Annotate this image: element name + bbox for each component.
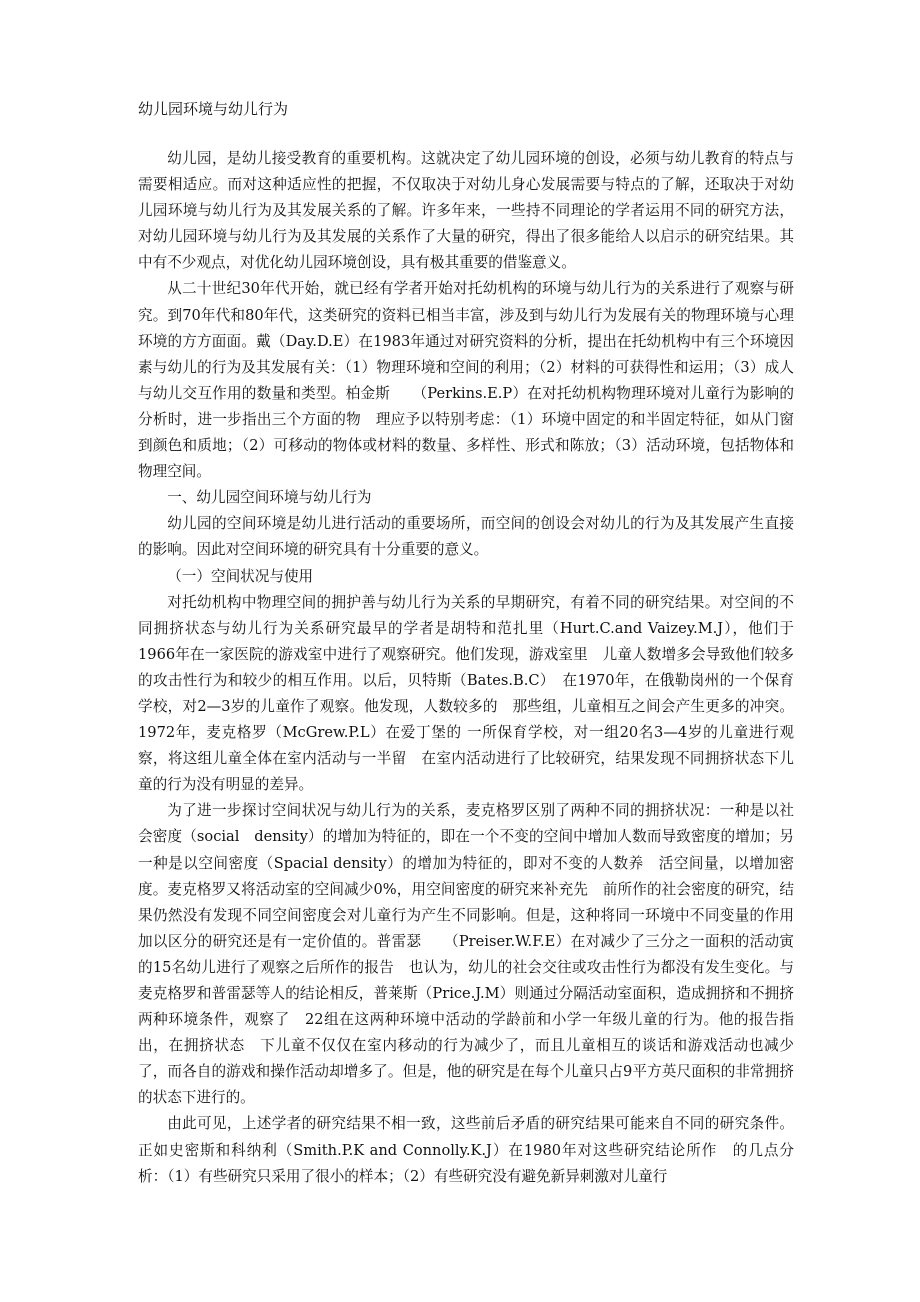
paragraph-space-importance: 幼儿园的空间环境是幼儿进行活动的重要场所，而空间的创设会对幼儿的行为及其发展产生直接的影响。因此对空间环境的研究具有十分重要的意义。 (138, 515, 794, 559)
section-heading: 一、幼儿园空间环境与幼儿行为 (167, 489, 372, 507)
document-title: 幼儿园环境与幼儿行为 (138, 100, 289, 118)
subsection-heading: （一）空间状况与使用 (167, 567, 314, 585)
document-body (138, 146, 794, 1190)
paragraph-density-research: 为了进一步探讨空间状况与幼儿行为的关系，麦克格罗区别了两种不同的拥挤状况：一种是以社会密度（social density）的增加为特征的，即在一个不变的空间中增加人数而导致密度的增加；另一种是以空间密度（Spacial density）的增加为特征的，即对不变的人数养 活空间量，以增加密度。麦克格罗又将活动室的空间减少0%，用空间密度的研究来补充先 前所作的社会密度的研究，结果仍然没有发现不同空间密度会对儿童行为产生不同影响。但是，这种将同一环境中不同变量的作用加以区分的研究还是有一定价值的。普雷瑟 （Preiser.W.F.E）在对减少了三分之一面积的活动寅的15名幼儿进行了观察之后所作的报告 也认为，幼儿的社会交往或攻击性行为都没有发生变化。与麦克格罗和普雷瑟等人的结论相反，普莱斯（Price.J.M）则通过分隔活动室面积，造成拥挤和不拥挤两种环境条件，观察了 22组在这两种环境中活动的学龄前和小学一年级儿童的行为。他的报告指出，在拥挤状态 下儿童不仅仅在室内移动的行为减少了，而且儿童相互的谈话和游戏活动也减少了，而各自的游戏和操作活动却增多了。但是，他的研究是在每个儿童只占9平方英尺面积的非常拥挤的状态下进行的。 (138, 802, 794, 1107)
paragraph-conclusion: 由此可见，上述学者的研究结果不相一致，这些前后矛盾的研究结果可能来自不同的研究条件。正如史密斯和科纳利（Smith.P.K and Connolly.K.J）在1980年对这些研究结论所作 的几点分析：（1）有些研究只采用了很小的样本；（2）有些研究没有避免新异刺激对儿童行 (138, 1115, 794, 1185)
paragraph-history: 从二十世纪30年代开始，就已经有学者开始对托幼机构的环境与幼儿行为的关系进行了观察与研究。到70年代和80年代，这类研究的资料已相当丰富，涉及到与幼儿行为发展有关的物理环境与心理环境的方方面面。戴（Day.D.E）在1983年通过对研究资料的分析，提出在托幼机构中有三个环境因素与幼儿的行为及其发展有关：（1）物理环境和空间的利用；（2）材料的可获得性和运用；（3）成人与幼儿交互作用的数量和类型。柏金斯 （Perkins.E.P）在对托幼机构物理环境对儿童行为影响的分析时，进一步指出三个方面的物 理应予以特别考虑：（1）环境中固定的和半固定特征，如从门窗到颜色和质地；（2）可移动的物体或材料的数量、多样性、形式和陈放；（3）活动环境，包括物体和物理空间。 (138, 280, 794, 481)
paragraph-intro: 幼儿园，是幼儿接受教育的重要机构。这就决定了幼儿园环境的创设，必须与幼儿教育的特点与需要相适应。而对这种适应性的把握，不仅取决于对幼儿身心发展需要与特点的了解，还取决于对幼儿园环境与幼儿行为及其发展关系的了解。许多年来，一些持不同理论的学者运用不同的研究方法，对幼儿园环境与幼儿行为及其发展的关系作了大量的研究，得出了很多能给人以启示的研究结果。其中有不少观点，对优化幼儿园环境创设，具有极其重要的借鉴意义。 (138, 150, 794, 272)
paragraph-early-research: 对托幼机构中物理空间的拥护善与幼儿行为关系的早期研究，有着不同的研究结果。对空间的不同拥挤状态与幼儿行为关系研究最早的学者是胡特和范扎里（Hurt.C.and Vaizey.M.J），他们于1966年在一家医院的游戏室中进行了观察研究。他们发现，游戏室里 儿童人数增多会导致他们较多的攻击性行为和较少的相互作用。以后，贝特斯（Bates.B.C） 在1970年，在俄勒岗州的一个保育学校，对2—3岁的儿童作了观察。他发现，人数较多的 那些组，儿童相互之间会产生更多的冲突。1972年，麦克格罗（McGrew.P.L）在爱丁堡的 一所保育学校，对一组20名3—4岁的儿童进行观察，将这组儿童全体在室内活动与一半留 在室内活动进行了比较研究，结果发现不同拥挤状态下儿童的行为没有明显的差异。 (138, 593, 794, 794)
